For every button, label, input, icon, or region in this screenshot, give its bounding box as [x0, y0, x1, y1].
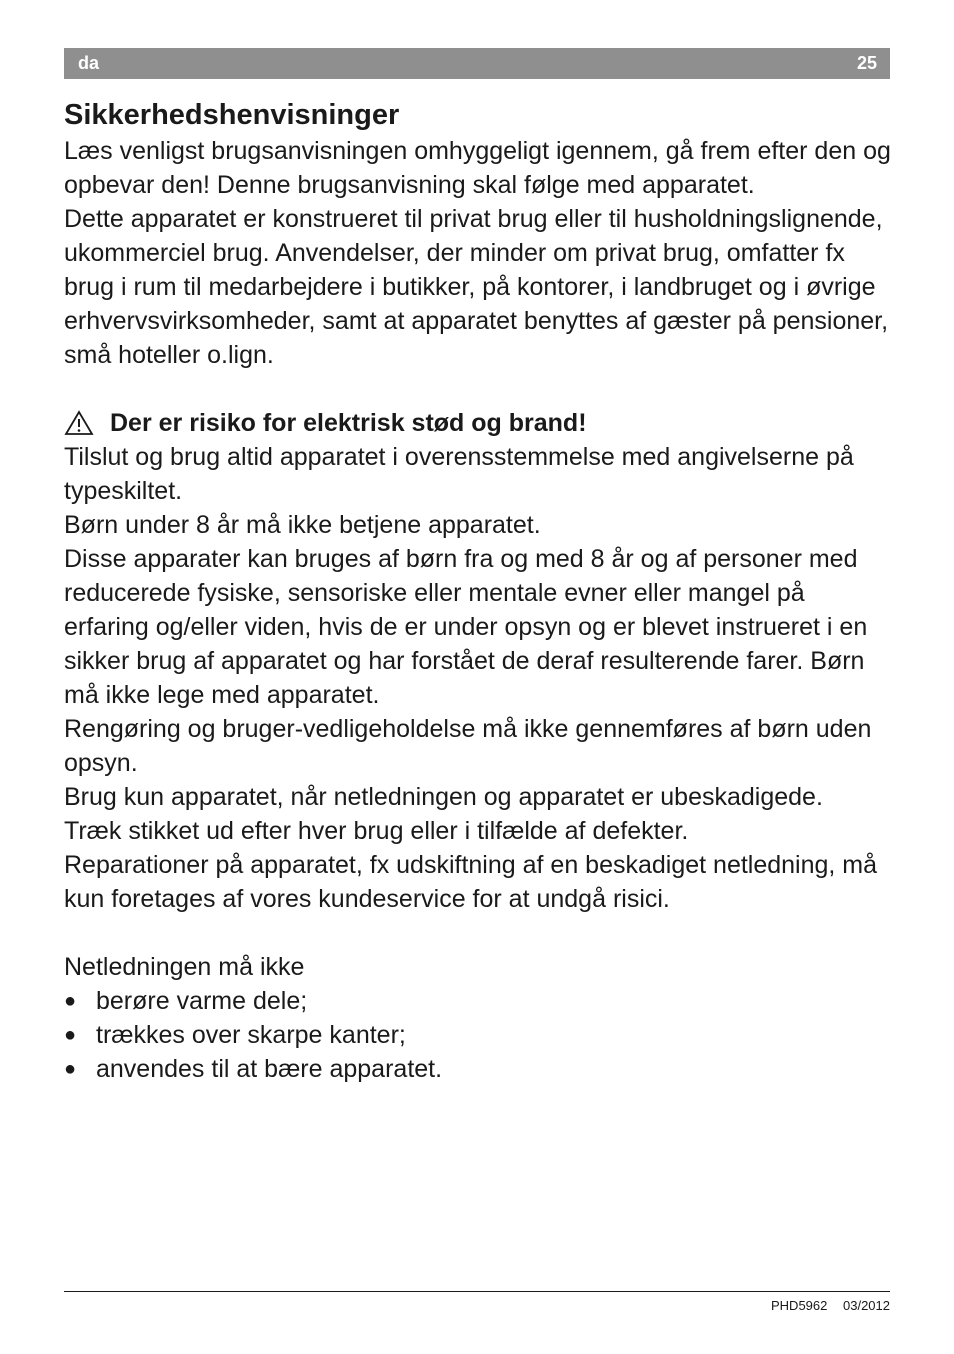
bullet-icon: ● [64, 1024, 77, 1046]
bullet-icon: ● [64, 990, 77, 1012]
warning-paragraph: Børn under 8 år må ikke betjene apparatet. [64, 511, 541, 539]
footer-divider [64, 1291, 890, 1292]
warning-paragraph: Tilslut og brug altid apparatet i overensstemmelse med angivelserne på typeskiltet. [64, 443, 854, 505]
list-item-text: anvendes til at bære apparatet. [96, 1055, 443, 1083]
warning-paragraph: Disse apparater kan bruges af børn fra og med 8 år og af personer med reducerede fysiske, sensoriske eller mentale evner eller mangel på erfaring og/eller viden, hvis de er under opsyn og er blevet instrueret i en sikker brug af apparatet og har forstået de deraf resulterende farer. Børn må ikke lege med apparatet. [64, 545, 868, 709]
header-bar [64, 48, 890, 79]
warning-paragraph: Træk stikket ud efter hver brug eller i tilfælde af defekter. [64, 817, 689, 845]
warning-paragraph: Reparationer på apparatet, fx udskiftning af en beskadiget netledning, må kun foretages af vores kundeservice for at undgå risici. [64, 851, 878, 913]
bullet-icon: ● [64, 1058, 77, 1080]
warning-paragraph: Rengøring og bruger-vedligeholdelse må ikke gennemføres af børn uden opsyn. [64, 715, 872, 777]
spacer [64, 372, 894, 406]
cord-intro: Netledningen må ikke [64, 953, 305, 981]
warning-heading [64, 406, 894, 440]
warning-paragraph: Brug kun apparatet, når netledningen og apparatet er ubeskadigede. [64, 783, 823, 811]
list-item-text: trækkes over skarpe kanter; [96, 1021, 406, 1049]
model-number: PHD5962 [771, 1298, 828, 1313]
cord-list [64, 984, 894, 1086]
list-item [64, 984, 894, 1018]
footer [771, 1298, 890, 1313]
list-item [64, 1018, 894, 1052]
intro-paragraph: Læs venligst brugsanvisningen omhyggeligt igennem, gå frem efter den og opbevar den! Denne brugsanvisning skal følge med apparatet. [64, 137, 891, 199]
spacer [64, 916, 894, 950]
intro-paragraph: Dette apparatet er konstrueret til privat brug eller til husholdningslignende, ukommerciel brug. Anvendelser, der minder om privat brug, omfatter fx brug i rum til medarbejdere i butikker, på kontorer, i landbruget og i øvrige erhvervsvirksomheder, samt at apparatet benyttes af gæster på pensioner, små hoteller o.lign. [64, 205, 889, 369]
list-item-text: berøre varme dele; [96, 987, 308, 1015]
page-title: Sikkerhedshenvisninger [64, 99, 400, 131]
warning-heading-text: Der er risiko for elektrisk stød og brand! [110, 409, 587, 437]
warning-triangle-icon [64, 410, 94, 436]
publication-date: 03/2012 [843, 1298, 890, 1313]
list-item [64, 1052, 894, 1086]
language-code: da [78, 53, 100, 73]
main-content [64, 96, 894, 1086]
page-number: 25 [856, 53, 877, 73]
